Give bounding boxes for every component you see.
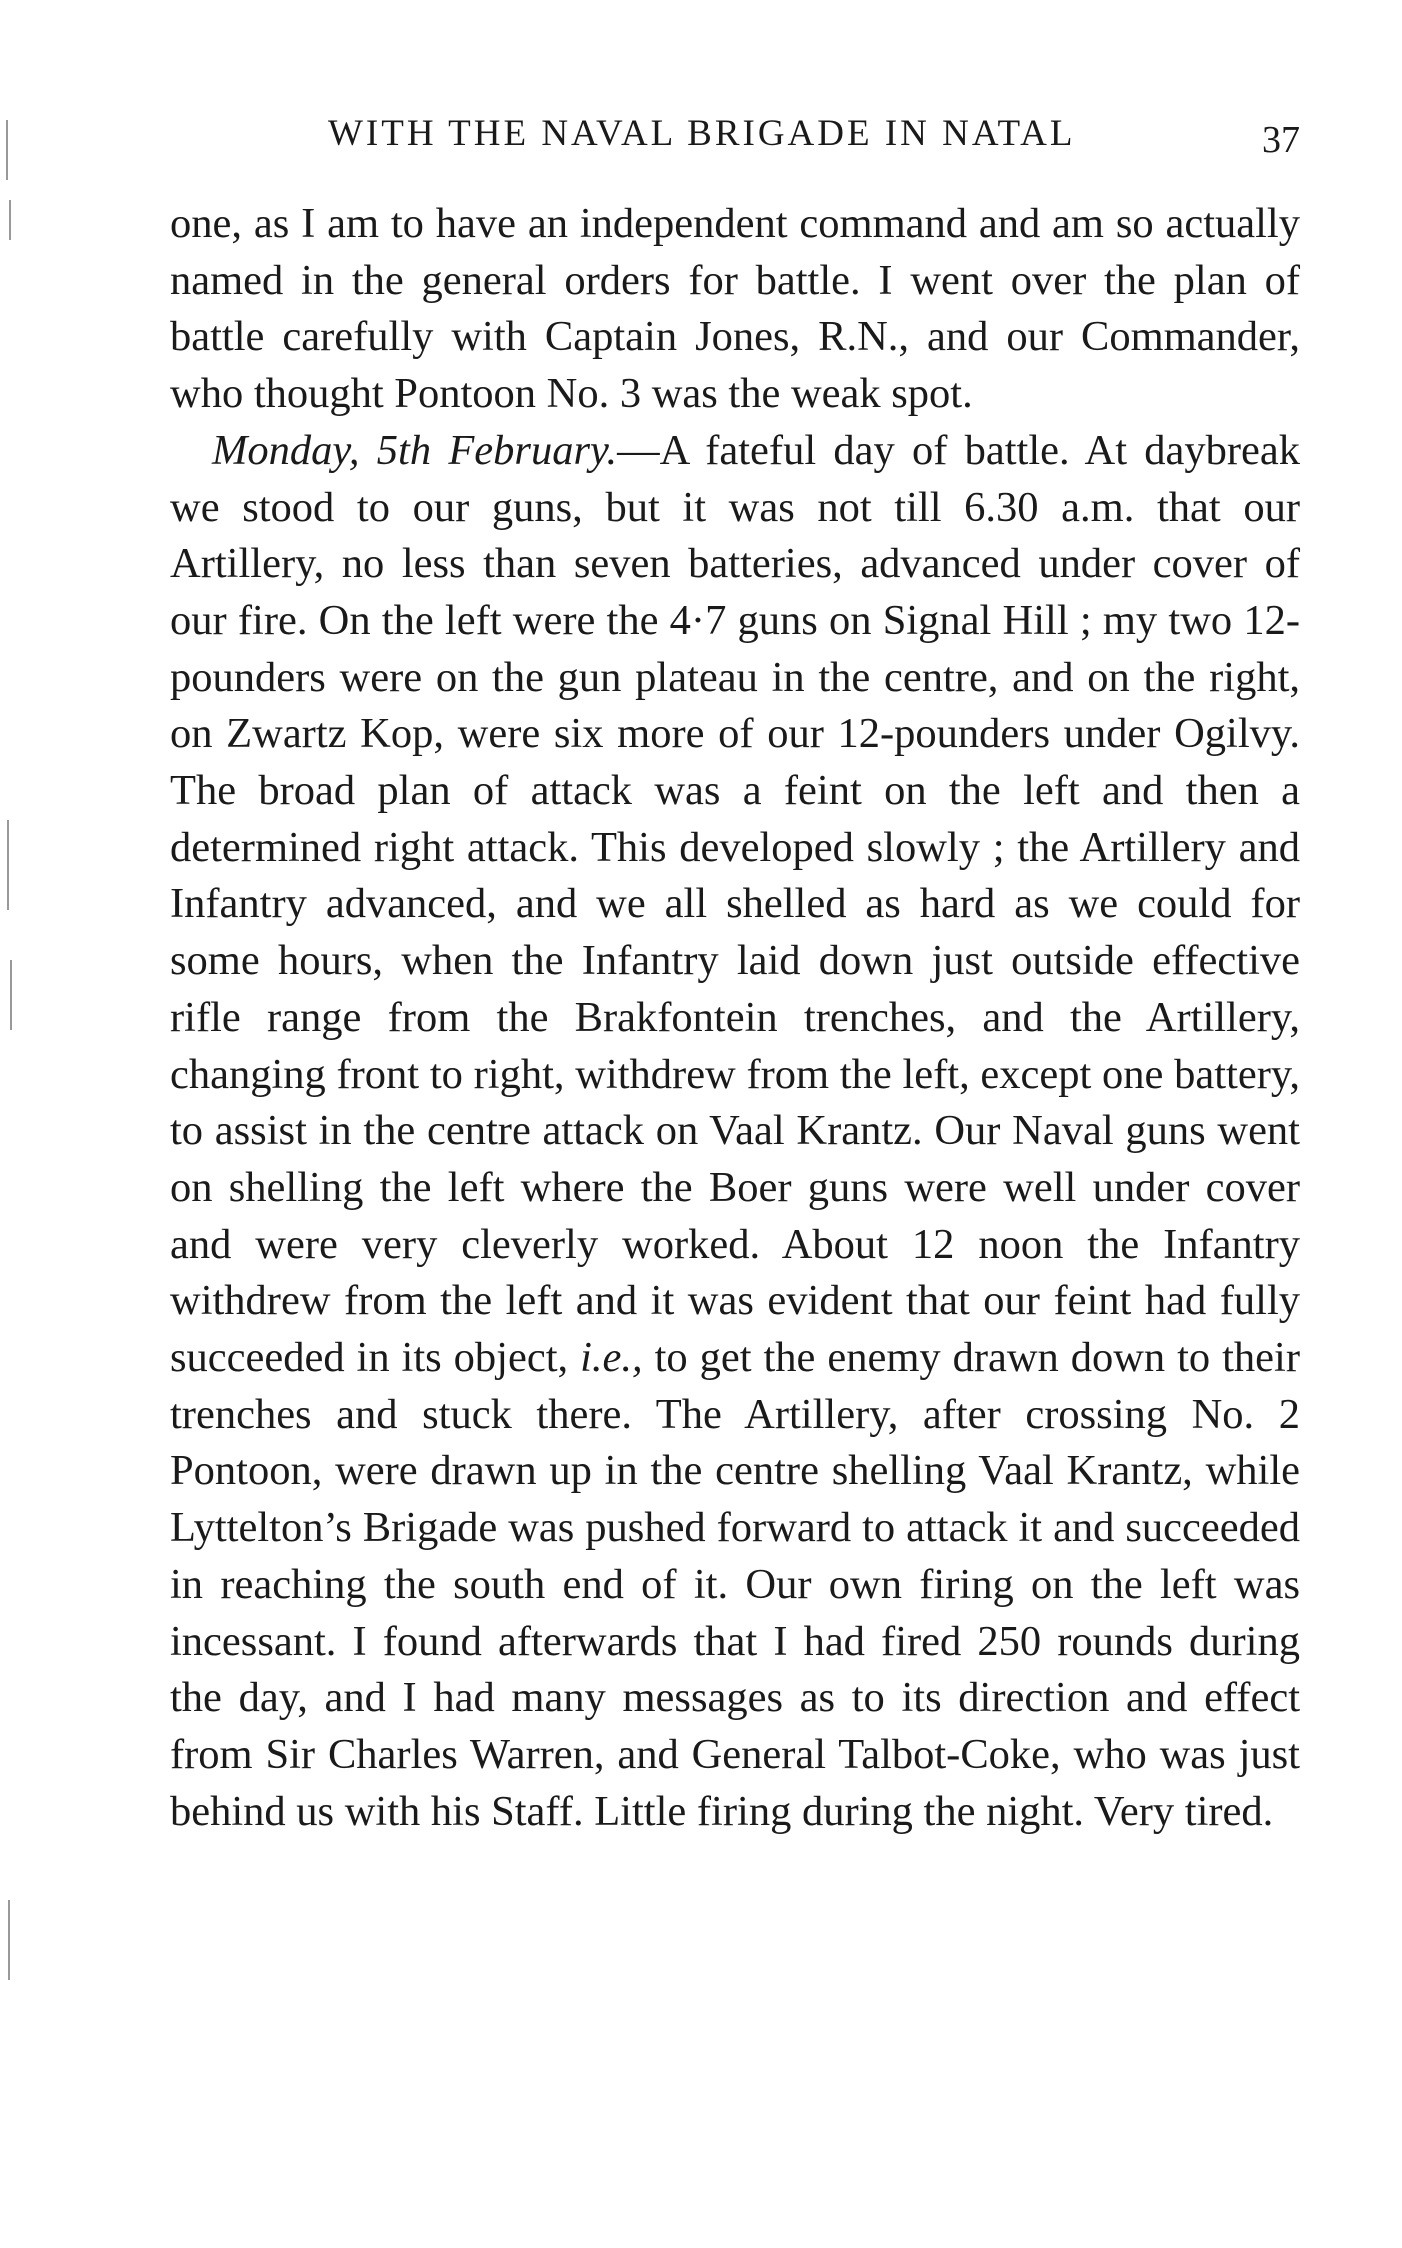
scan-speck [9, 200, 11, 240]
entry-text-continued: to get the enemy drawn down to their trenches and stuck there. The Artillery, after crossing No. 2 Pontoon, were drawn up in the centre shelling Vaal Krantz, while Lyttelton’s Brigade was pushed forward to attack it and succeeded in reaching the south end of it. Our own firing on the left was incessant. I found afterwards that I had fired 250 rounds during the day, and I had many messages as to its direction and effect from Sir Charles Warren, and General Talbot-Coke, who was just behind us with his Staff. Little firing during the night. Very tired. [170, 1334, 1301, 1835]
entry-date: Monday, 5th February. [212, 426, 618, 474]
entry-text: —A fateful day of battle. At daybreak we stood to our guns, but it was not till 6.30 a.m. that our Artillery, no less than seven batteries, advanced under cover of our fire. On the left were the 4·7 guns on Signal Hill ; my two 12-pounders were on the gun plateau in the centre, and on the right, on Zwartz Kop, were six more of our 12-pounders under Ogilvy. The broad plan of attack was a feint on the left and then a determined right attack. This developed slowly ; the Artillery and Infantry advanced, and we all shelled as hard as we could for some hours, when the Infantry laid down just outside effective rifle range from the Brakfontein trenches, and the Artillery, changing front to right, withdrew from the left, except one battery, to assist in the centre attack on Vaal Krantz. Our Naval guns went on shelling the left where the Boer guns were well under cover and were very cleverly worked. About 12 noon the Infantry withdrew from the left and it was evident that our feint had fully succeeded in its object, [170, 426, 1301, 1382]
scan-edge-marks [0, 0, 30, 2248]
running-head [170, 112, 1300, 172]
page-number: 37 [1262, 119, 1300, 161]
scan-speck [8, 1900, 10, 1980]
paragraph-diary-entry [170, 423, 1300, 1841]
entry-abbreviation: i.e., [580, 1334, 643, 1382]
body-text [170, 196, 1300, 1840]
scan-speck [10, 960, 12, 1030]
running-title: WITH THE NAVAL BRIGADE IN NATAL [328, 113, 1076, 154]
scan-speck [6, 120, 8, 180]
paragraph-continued: one, as I am to have an independent command and am so actually named in the general orders for battle. I went over the plan of battle carefully with Captain Jones, R.N., and our Commander, who thought Pontoon No. 3 was the weak spot. [170, 200, 1300, 418]
scan-speck [7, 820, 9, 910]
